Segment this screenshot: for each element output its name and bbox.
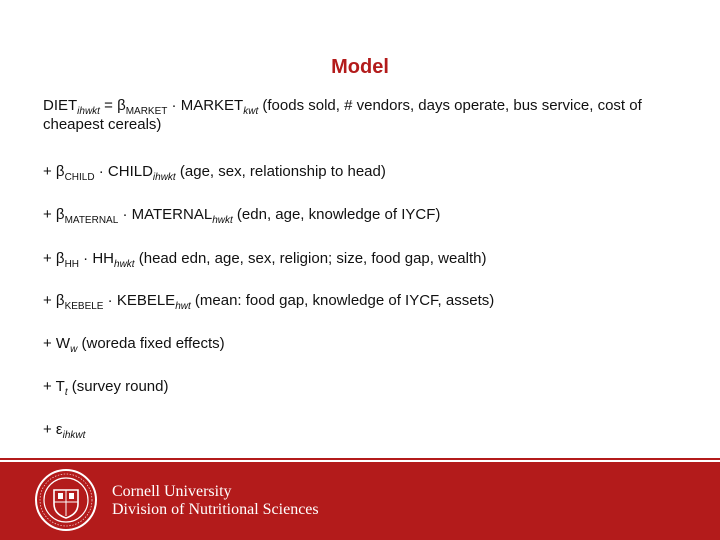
- equation-woreda-term: + $W_w$ (woreda fixed effects): [43, 335, 225, 355]
- equation-round-term: + $T_t$ (survey round): [43, 378, 169, 398]
- equation-error-term: + $\varepsilon_{ihkwt}$: [43, 421, 86, 441]
- equation-child-term: + $\beta_{CHILD}$ · $CHILD_{ihwkt}$ (age, sex, relationship to head): [43, 163, 386, 183]
- equation-kebele-term: + $\beta_{KEBELE}$ · $KEBELE_{hwt}$ (mean: food gap, knowledge of IYCF, assets): [43, 292, 495, 312]
- footer-divider: [0, 458, 720, 460]
- equation-maternal-term: + $\beta_{MATERNAL}$ · $MATERNAL_{hwkt}$ (edn, age, knowledge of IYCF): [43, 206, 441, 226]
- footer-bar: [0, 462, 720, 540]
- footer-division-name: Division of Nutritional Sciences: [112, 501, 319, 518]
- equation-hh-term: + $\beta_{HH} \cdot HH_{hwkt}$ (head edn, age, sex, religion; size, food gap, wealth): [43, 250, 487, 270]
- footer-university-name: Cornell University: [112, 483, 232, 500]
- cornell-seal-icon: [34, 468, 98, 532]
- equation-diet-line: $DIET_{ihwkt} = \beta_{MARKET}$ · $MARKET_{kwt}$ (foods sold, # vendors, days operate, bus service, cost of cheapest cereals): [43, 97, 642, 133]
- slide-title: Model: [331, 56, 389, 78]
